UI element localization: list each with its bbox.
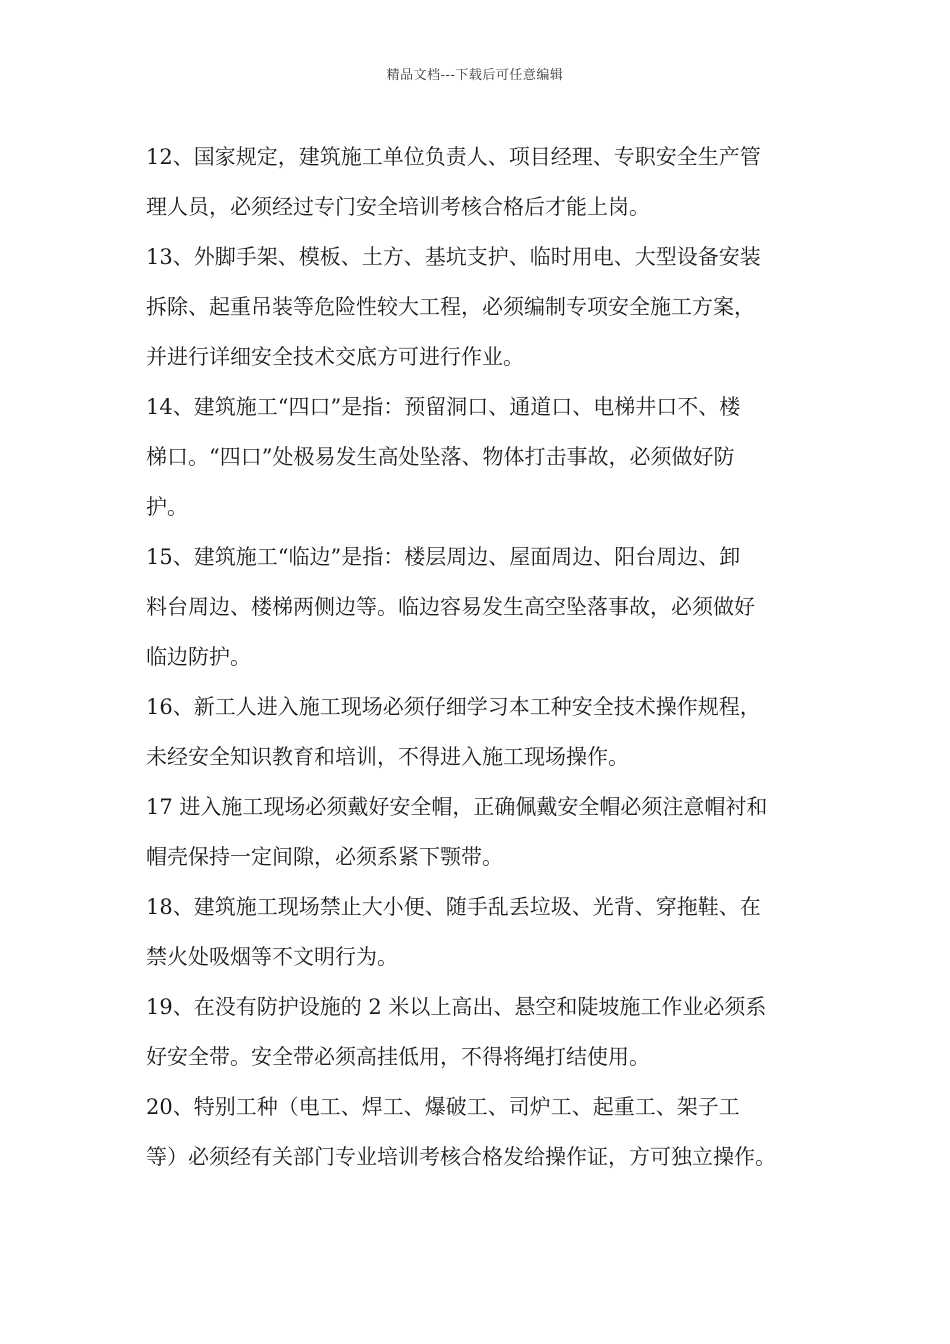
text-line: 18、建筑施工现场禁止大小便、随手乱丢垃圾、光背、穿拖鞋、在 <box>146 895 761 919</box>
text-line: 16、新工人进入施工现场必须仔细学习本工种安全技术操作规程， <box>146 695 761 719</box>
document-body <box>146 132 816 1182</box>
text-line: 帽壳保持一定间隙，必须系紧下颚带。 <box>146 845 503 869</box>
paragraph-12 <box>146 132 816 232</box>
paragraph-14 <box>146 382 816 532</box>
paragraph-13 <box>146 232 816 382</box>
paragraph-19 <box>146 982 816 1082</box>
paragraph-16 <box>146 682 816 782</box>
text-line: 料台周边、楼梯两侧边等。临边容易发生高空坠落事故，必须做好 <box>146 595 755 619</box>
text-line: 13、外脚手架、模板、土方、基坑支护、临时用电、大型设备安装 <box>146 245 761 269</box>
text-line: 梯口。“四口”处极易发生高处坠落、物体打击事故，必须做好防 <box>146 445 735 469</box>
paragraph-20 <box>146 1082 816 1182</box>
text-line: 17 进入施工现场必须戴好安全帽，正确佩戴安全帽必须注意帽衬和 <box>146 795 768 819</box>
text-line: 未经安全知识教育和培训，不得进入施工现场操作。 <box>146 745 629 769</box>
text-line: 拆除、起重吊装等危险性较大工程，必须编制专项安全施工方案， <box>146 295 755 319</box>
text-line: 禁火处吸烟等不文明行为。 <box>146 945 398 969</box>
text-line: 20、特别工种（电工、焊工、爆破工、司炉工、起重工、架子工 <box>146 1095 740 1119</box>
text-line: 15、建筑施工“临边”是指：楼层周边、屋面周边、阳台周边、卸 <box>146 545 741 569</box>
text-line: 19、在没有防护设施的 2 米以上高出、悬空和陡坡施工作业必须系 <box>146 995 767 1019</box>
text-line: 护。 <box>146 495 188 519</box>
text-line: 理人员，必须经过专门安全培训考核合格后才能上岗。 <box>146 195 650 219</box>
page-header: 精品文档---下载后可任意编辑 <box>386 68 564 83</box>
text-line: 好安全带。安全带必须高挂低用，不得将绳打结使用。 <box>146 1045 650 1069</box>
text-line: 临边防护。 <box>146 645 251 669</box>
paragraph-17 <box>146 782 816 882</box>
paragraph-15 <box>146 532 816 682</box>
text-line: 并进行详细安全技术交底方可进行作业。 <box>146 345 524 369</box>
text-line: 等）必须经有关部门专业培训考核合格发给操作证，方可独立操作。 <box>146 1145 776 1169</box>
paragraph-18 <box>146 882 816 982</box>
text-line: 12、国家规定，建筑施工单位负责人、项目经理、专职安全生产管 <box>146 145 761 169</box>
text-line: 14、建筑施工“四口”是指：预留洞口、通道口、电梯井口不、楼 <box>146 395 741 419</box>
